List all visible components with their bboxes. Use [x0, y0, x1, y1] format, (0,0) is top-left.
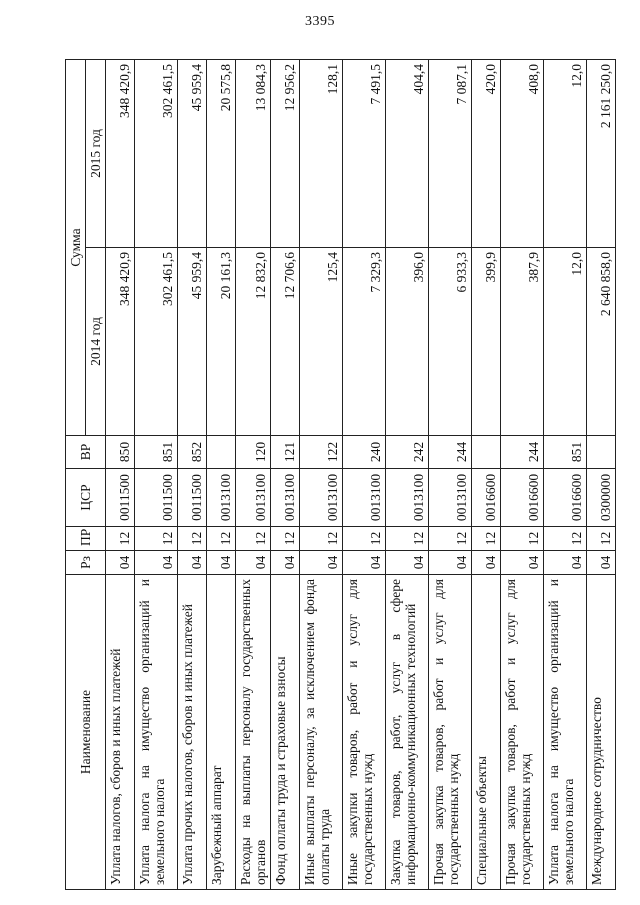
- row-2014: 396,0: [386, 248, 429, 436]
- row-pr: 12: [343, 527, 386, 551]
- row-rz: 04: [300, 551, 343, 575]
- row-2015: 2 161 250,0: [587, 59, 616, 247]
- row-csr: 0013100: [429, 469, 472, 527]
- row-vr: [587, 436, 616, 469]
- row-2014: 6 933,3: [429, 248, 472, 436]
- row-name: Иные выплаты персоналу, за исключением фонда оплаты труда: [300, 575, 343, 890]
- table-row: [271, 59, 300, 889]
- header-vr: ВР: [66, 436, 106, 469]
- header-csr: ЦСР: [66, 469, 106, 527]
- row-csr: 0013100: [271, 469, 300, 527]
- row-vr: 120: [236, 436, 271, 469]
- row-csr: 0016600: [472, 469, 501, 527]
- row-pr: 12: [106, 527, 135, 551]
- header-rz: Рз: [66, 551, 106, 575]
- row-vr: [472, 436, 501, 469]
- row-vr: 850: [106, 436, 135, 469]
- table-body: [106, 59, 616, 889]
- table-row: [544, 59, 587, 889]
- row-vr: 851: [135, 436, 178, 469]
- row-pr: 12: [429, 527, 472, 551]
- row-2014: 2 640 858,0: [587, 248, 616, 436]
- row-2014: 7 329,3: [343, 248, 386, 436]
- table-row: [343, 59, 386, 889]
- row-rz: 04: [207, 551, 236, 575]
- row-name: Расходы на выплаты персоналу государственных органов: [236, 575, 271, 890]
- row-rz: 04: [501, 551, 544, 575]
- row-csr: 0013100: [343, 469, 386, 527]
- table-row: [135, 59, 178, 889]
- table-row: [386, 59, 429, 889]
- row-2015: 20 575,8: [207, 59, 236, 247]
- row-name: Уплата прочих налогов, сборов и иных платежей: [178, 575, 207, 890]
- row-csr: 0016600: [544, 469, 587, 527]
- row-pr: 12: [300, 527, 343, 551]
- row-pr: 12: [135, 527, 178, 551]
- row-name: Прочая закупка товаров, работ и услуг для государственных нужд: [429, 575, 472, 890]
- row-2015: 7 491,5: [343, 59, 386, 247]
- row-2015: 404,4: [386, 59, 429, 247]
- row-2015: 12 956,2: [271, 59, 300, 247]
- header-2015: 2015 год: [86, 59, 106, 247]
- row-pr: 12: [587, 527, 616, 551]
- table-row: [106, 59, 135, 889]
- row-2014: 12,0: [544, 248, 587, 436]
- row-2014: 12 832,0: [236, 248, 271, 436]
- row-pr: 12: [544, 527, 587, 551]
- table-row: [472, 59, 501, 889]
- row-vr: 852: [178, 436, 207, 469]
- row-2015: 13 084,3: [236, 59, 271, 247]
- row-rz: 04: [236, 551, 271, 575]
- row-2014: 20 161,3: [207, 248, 236, 436]
- row-rz: 04: [135, 551, 178, 575]
- row-pr: 12: [472, 527, 501, 551]
- row-rz: 04: [178, 551, 207, 575]
- row-rz: 04: [429, 551, 472, 575]
- table-row: [501, 59, 544, 889]
- table-row: [429, 59, 472, 889]
- header-pr: ПР: [66, 527, 106, 551]
- row-2015: 348 420,9: [106, 59, 135, 247]
- header-sum: Сумма: [66, 59, 86, 435]
- row-vr: 121: [271, 436, 300, 469]
- row-2015: 408,0: [501, 59, 544, 247]
- row-csr: 0013100: [386, 469, 429, 527]
- row-name: Прочая закупка товаров, работ и услуг для государственных нужд: [501, 575, 544, 890]
- row-2015: 420,0: [472, 59, 501, 247]
- table-row: [587, 59, 616, 889]
- row-vr: 242: [386, 436, 429, 469]
- row-pr: 12: [501, 527, 544, 551]
- row-rz: 04: [587, 551, 616, 575]
- row-vr: 244: [501, 436, 544, 469]
- row-csr: 0011500: [135, 469, 178, 527]
- row-name: Уплата налога на имущество организаций и земельного налога: [544, 575, 587, 890]
- row-csr: 0013100: [207, 469, 236, 527]
- row-2014: 302 461,5: [135, 248, 178, 436]
- row-vr: [207, 436, 236, 469]
- row-pr: 12: [207, 527, 236, 551]
- row-vr: 244: [429, 436, 472, 469]
- row-pr: 12: [271, 527, 300, 551]
- row-csr: 0011500: [178, 469, 207, 527]
- table-row: [300, 59, 343, 889]
- row-rz: 04: [544, 551, 587, 575]
- table-row: [178, 59, 207, 889]
- row-name: Уплата налогов, сборов и иных платежей: [106, 575, 135, 890]
- row-csr: 0013100: [300, 469, 343, 527]
- row-name: Фонд оплаты труда и страховые взносы: [271, 575, 300, 890]
- row-2015: 45 959,4: [178, 59, 207, 247]
- row-name: Закупка товаров, работ, услуг в сфере информационно-коммуникационных технологий: [386, 575, 429, 890]
- budget-sheet: [65, 60, 613, 890]
- row-vr: 851: [544, 436, 587, 469]
- row-2014: 12 706,6: [271, 248, 300, 436]
- row-csr: 0011500: [106, 469, 135, 527]
- row-2015: 302 461,5: [135, 59, 178, 247]
- row-rz: 04: [386, 551, 429, 575]
- row-vr: 122: [300, 436, 343, 469]
- row-pr: 12: [178, 527, 207, 551]
- row-2014: 125,4: [300, 248, 343, 436]
- row-2015: 12,0: [544, 59, 587, 247]
- row-name: Специальные объекты: [472, 575, 501, 890]
- header-name: Наименование: [66, 575, 106, 890]
- row-name: Уплата налога на имущество организаций и земельного налога: [135, 575, 178, 890]
- row-name: Зарубежный аппарат: [207, 575, 236, 890]
- row-2014: 387,9: [501, 248, 544, 436]
- row-rz: 04: [271, 551, 300, 575]
- row-2014: 399,9: [472, 248, 501, 436]
- row-pr: 12: [386, 527, 429, 551]
- table-row: [207, 59, 236, 889]
- table-row: [236, 59, 271, 889]
- budget-table: [65, 59, 616, 890]
- row-2014: 45 959,4: [178, 248, 207, 436]
- row-csr: 0013100: [236, 469, 271, 527]
- row-rz: 04: [106, 551, 135, 575]
- row-vr: 240: [343, 436, 386, 469]
- row-csr: 0300000: [587, 469, 616, 527]
- row-2014: 348 420,9: [106, 248, 135, 436]
- row-rz: 04: [472, 551, 501, 575]
- header-2014: 2014 год: [86, 248, 106, 436]
- row-2015: 128,1: [300, 59, 343, 247]
- row-name: Международное сотрудничество: [587, 575, 616, 890]
- page-number: 3395: [305, 14, 335, 29]
- row-2015: 7 087,1: [429, 59, 472, 247]
- row-csr: 0016600: [501, 469, 544, 527]
- row-pr: 12: [236, 527, 271, 551]
- row-name: Иные закупки товаров, работ и услуг для государственных нужд: [343, 575, 386, 890]
- row-rz: 04: [343, 551, 386, 575]
